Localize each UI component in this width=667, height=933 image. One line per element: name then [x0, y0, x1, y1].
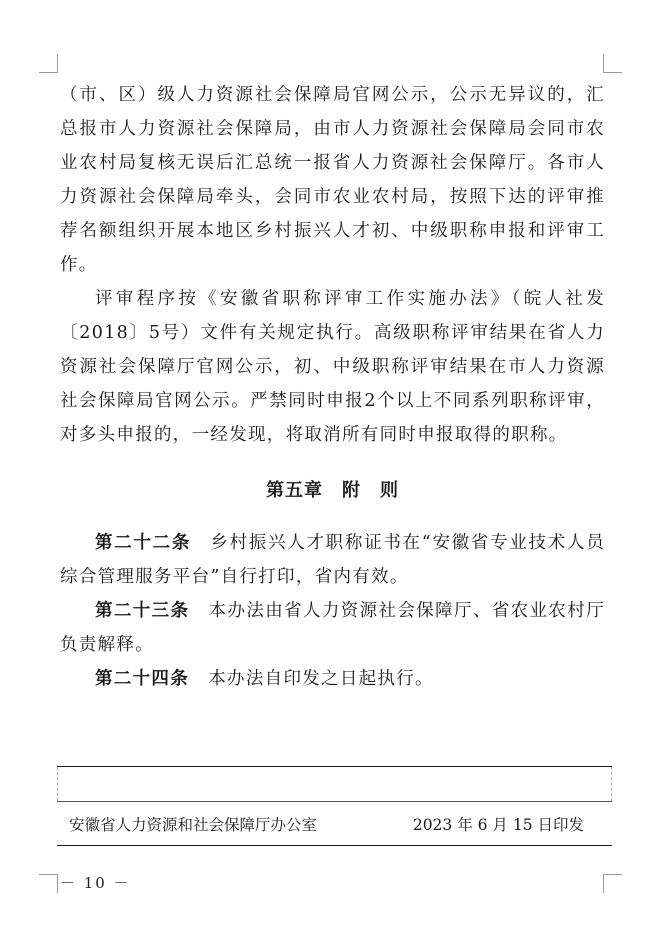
crop-mark-bottom-right — [603, 874, 622, 893]
article-label: 第二十四条 — [95, 669, 189, 689]
article-24 — [60, 662, 605, 696]
footer-divider-left — [57, 767, 58, 801]
chapter-heading: 第五章 附 则 — [266, 480, 399, 501]
footer-divider — [57, 801, 612, 802]
crop-mark-top-right — [603, 54, 622, 73]
article-23 — [60, 594, 605, 662]
article-text: 本办法自印发之日起执行。 — [208, 669, 434, 689]
issuance-footer — [57, 766, 612, 846]
footer-divider-right — [611, 767, 612, 801]
article-label: 第二十三条 — [95, 601, 190, 621]
crop-mark-top-left — [39, 54, 58, 73]
issue-date: 2023 年 6 月 15 日印发 — [412, 816, 584, 834]
article-22 — [60, 526, 605, 594]
article-text: 乡村振兴人才职称证书在“安徽省专业技术人员综合管理服务平台”自行打印，省内有效。 — [60, 533, 606, 587]
issuer-name: 安徽省人力资源和社会保障厅办公室 — [69, 816, 318, 834]
article-text: 本办法由省人力资源社会保障厅、省农业农村厅负责解释。 — [60, 601, 605, 655]
crop-mark-bottom-left — [39, 874, 58, 893]
article-label: 第二十二条 — [95, 533, 192, 553]
paragraph-continued: （市、区）级人力资源社会保障局官网公示，公示无异议的，汇总报市人力资源社会保障局，由市人力资源社会保障局会同市农业农村局复核无误后汇总统一报省人力资源社会保障厅。各市人力资源社会保障局牵头，会同市农业农村局，按照下达的评审推荐名额组织开展本地区乡村振兴人才初、中级职称申报和评审工作。 — [60, 85, 605, 275]
paragraph-review-procedure: 评审程序按《安徽省职称评审工作实施办法》（皖人社发〔2018〕5号）文件有关规定执行。高级职称评审结果在省人力资源社会保障厅官网公示，初、中级职称评审结果在市人力资源社会保障局官网公示。严禁同时申报2个以上不同系列职称评审，对多头申报的，一经发现，将取消所有同时申报取得的职称。 — [60, 289, 605, 445]
document-body — [60, 78, 605, 696]
page-number: － 10 － — [60, 874, 131, 892]
